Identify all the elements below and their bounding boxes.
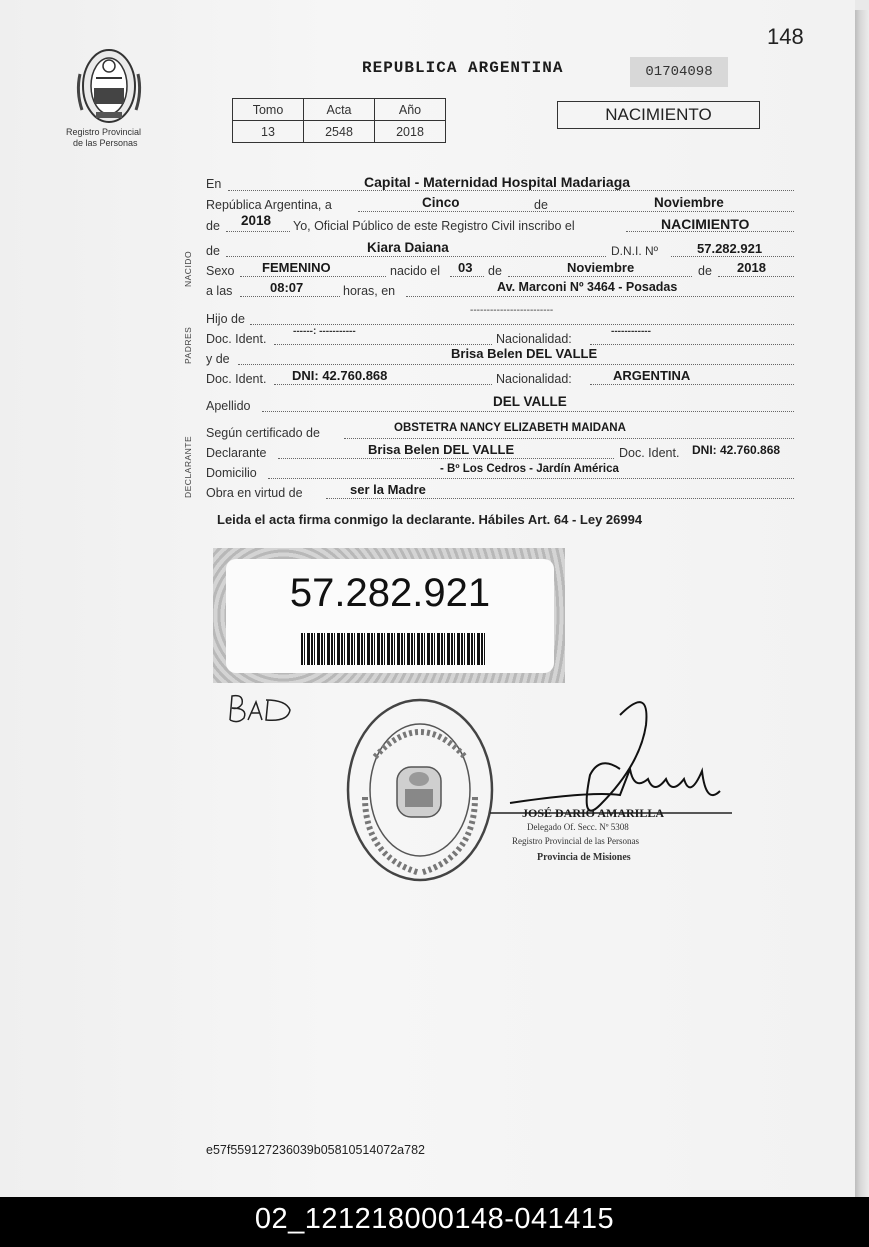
- label-nac-father: Nacionalidad:: [496, 332, 572, 346]
- month-value: Noviembre: [654, 195, 724, 210]
- dotted-line: [590, 344, 794, 345]
- domicile-value: - Bº Los Cedros - Jardín América: [440, 463, 619, 475]
- label-sexo: Sexo: [206, 264, 235, 278]
- father-doc-value: ------: -----------: [293, 326, 356, 337]
- registry-logo: [72, 44, 152, 126]
- dotted-line: [718, 276, 794, 277]
- official-title-2: Registro Provincial de las Personas: [512, 836, 639, 846]
- event-value: NACIMIENTO: [661, 216, 750, 232]
- dotted-line: [450, 276, 484, 277]
- registry-value-tomo: 13: [233, 121, 304, 143]
- label-segun: Según certificado de: [206, 426, 320, 440]
- record-type: NACIMIENTO: [605, 105, 712, 124]
- label-domicilio: Domicilio: [206, 466, 257, 480]
- dotted-line: [274, 384, 492, 385]
- dotted-line: [326, 498, 794, 499]
- label-de-byear: de: [698, 264, 712, 278]
- label-de-bmonth: de: [488, 264, 502, 278]
- day-words-value: Cinco: [422, 195, 460, 210]
- label-doc-declarant: Doc. Ident.: [619, 446, 680, 460]
- section-label-parents: PADRES: [183, 326, 193, 364]
- page-edge: [855, 10, 869, 1197]
- registry-value-acta: 2548: [304, 121, 375, 143]
- dni-sticker-number: 57.282.921: [289, 571, 491, 615]
- dni-sticker: [213, 548, 565, 683]
- dni-value: 57.282.921: [697, 241, 763, 256]
- label-apellido: Apellido: [206, 399, 251, 413]
- logo-caption-2: de las Personas: [73, 138, 138, 148]
- label-nac-mother: Nacionalidad:: [496, 372, 572, 386]
- dotted-line: [238, 364, 794, 365]
- coat-of-arms-icon: [72, 44, 152, 126]
- registry-header-tomo: Tomo: [233, 99, 304, 121]
- obra-value: ser la Madre: [350, 482, 426, 497]
- serial-number: 01704098: [630, 57, 728, 87]
- section-label-declarant: DECLARANTE: [183, 435, 193, 498]
- dotted-line: [228, 190, 794, 191]
- label-obra: Obra en virtud de: [206, 486, 303, 500]
- dotted-line: [274, 344, 492, 345]
- address-value: Av. Marconi Nº 3464 - Posadas: [497, 280, 678, 294]
- page-number: 148: [767, 24, 804, 49]
- declarant-value: Brisa Belen DEL VALLE: [368, 442, 515, 457]
- dni-sticker-inner: [226, 559, 554, 673]
- label-alas: a las: [206, 284, 233, 298]
- dotted-line: [240, 276, 386, 277]
- mother-nat-value: ARGENTINA: [613, 368, 691, 383]
- father-value: -------------------------: [470, 305, 554, 316]
- logo-caption-1: Registro Provincial: [66, 127, 142, 137]
- dotted-line: [250, 324, 794, 325]
- label-de: de: [534, 198, 548, 212]
- time-value: 08:07: [270, 280, 304, 295]
- dotted-line: [268, 478, 794, 479]
- birth-year-value: 2018: [737, 260, 766, 275]
- label-de-year: de: [206, 219, 220, 233]
- label-y-de: y de: [206, 352, 230, 366]
- registry-header-row: [233, 99, 446, 121]
- label-doc-mother: Doc. Ident.: [206, 372, 267, 386]
- dotted-line: [262, 411, 794, 412]
- certificate-value: OBSTETRA NANCY ELIZABETH MAIDANA: [394, 422, 626, 434]
- surname-value: DEL VALLE: [493, 394, 567, 409]
- dotted-line: [590, 384, 794, 385]
- dotted-line: [406, 296, 794, 297]
- barcode-icon: [301, 633, 486, 665]
- birth-day-value: 03: [458, 260, 473, 275]
- label-declarante: Declarante: [206, 446, 267, 460]
- official-name: JOSÉ DARIO AMARILLA: [522, 806, 665, 820]
- dotted-line: [240, 296, 340, 297]
- label-doc-father: Doc. Ident.: [206, 332, 267, 346]
- declarant-doc-value: DNI: 42.760.868: [692, 443, 781, 457]
- country-title: REPUBLICA ARGENTINA: [362, 59, 564, 77]
- birth-month-value: Noviembre: [567, 260, 635, 275]
- label-dni: D.N.I. Nº: [611, 244, 659, 258]
- footer-id: 02_121218000148-041415: [254, 1203, 615, 1235]
- year-value: 2018: [241, 213, 272, 228]
- label-horas: horas, en: [343, 284, 396, 298]
- registry-header-anio: Año: [375, 99, 446, 121]
- official-title-1: Delegado Of. Secc. Nº 5308: [527, 822, 629, 832]
- official-title-3: Provincia de Misiones: [537, 852, 631, 863]
- document-hash: e57f559127236039b05810514072a782: [206, 1143, 425, 1157]
- place-value: Capital - Maternidad Hospital Madariaga: [364, 174, 631, 190]
- registry-value-anio: 2018: [375, 121, 446, 143]
- record-type-box: [557, 101, 760, 129]
- label-nacido: nacido el: [390, 264, 441, 278]
- handwritten-initials: [222, 690, 302, 735]
- label-en: En: [206, 177, 222, 191]
- label-hijo-de: Hijo de: [206, 312, 245, 326]
- dotted-line: [226, 256, 606, 257]
- name-value: Kiara Daiana: [367, 240, 449, 255]
- label-inscribo: Yo, Oficial Público de este Registro Civil inscribo el: [293, 219, 575, 233]
- initials-signature-icon: [222, 690, 302, 730]
- registry-table: [232, 98, 446, 143]
- mother-value: Brisa Belen DEL VALLE: [451, 346, 598, 361]
- dotted-line: [358, 211, 794, 212]
- label-de-name: de: [206, 244, 220, 258]
- closing-statement: Leida el acta firma conmigo la declarante. Hábiles Art. 64 - Ley 26994: [217, 512, 643, 527]
- dotted-line: [226, 231, 290, 232]
- section-label-born: NACIDO: [183, 250, 193, 287]
- dotted-line: [671, 256, 794, 257]
- dotted-line: [278, 458, 614, 459]
- dotted-line: [344, 438, 794, 439]
- mother-doc-value: DNI: 42.760.868: [292, 368, 388, 383]
- registry-value-row: [233, 121, 446, 143]
- registry-header-acta: Acta: [304, 99, 375, 121]
- sex-value: FEMENINO: [262, 260, 331, 275]
- dotted-line: [508, 276, 692, 277]
- label-republica: República Argentina, a: [206, 198, 332, 212]
- father-nat-value: ------------: [611, 326, 651, 337]
